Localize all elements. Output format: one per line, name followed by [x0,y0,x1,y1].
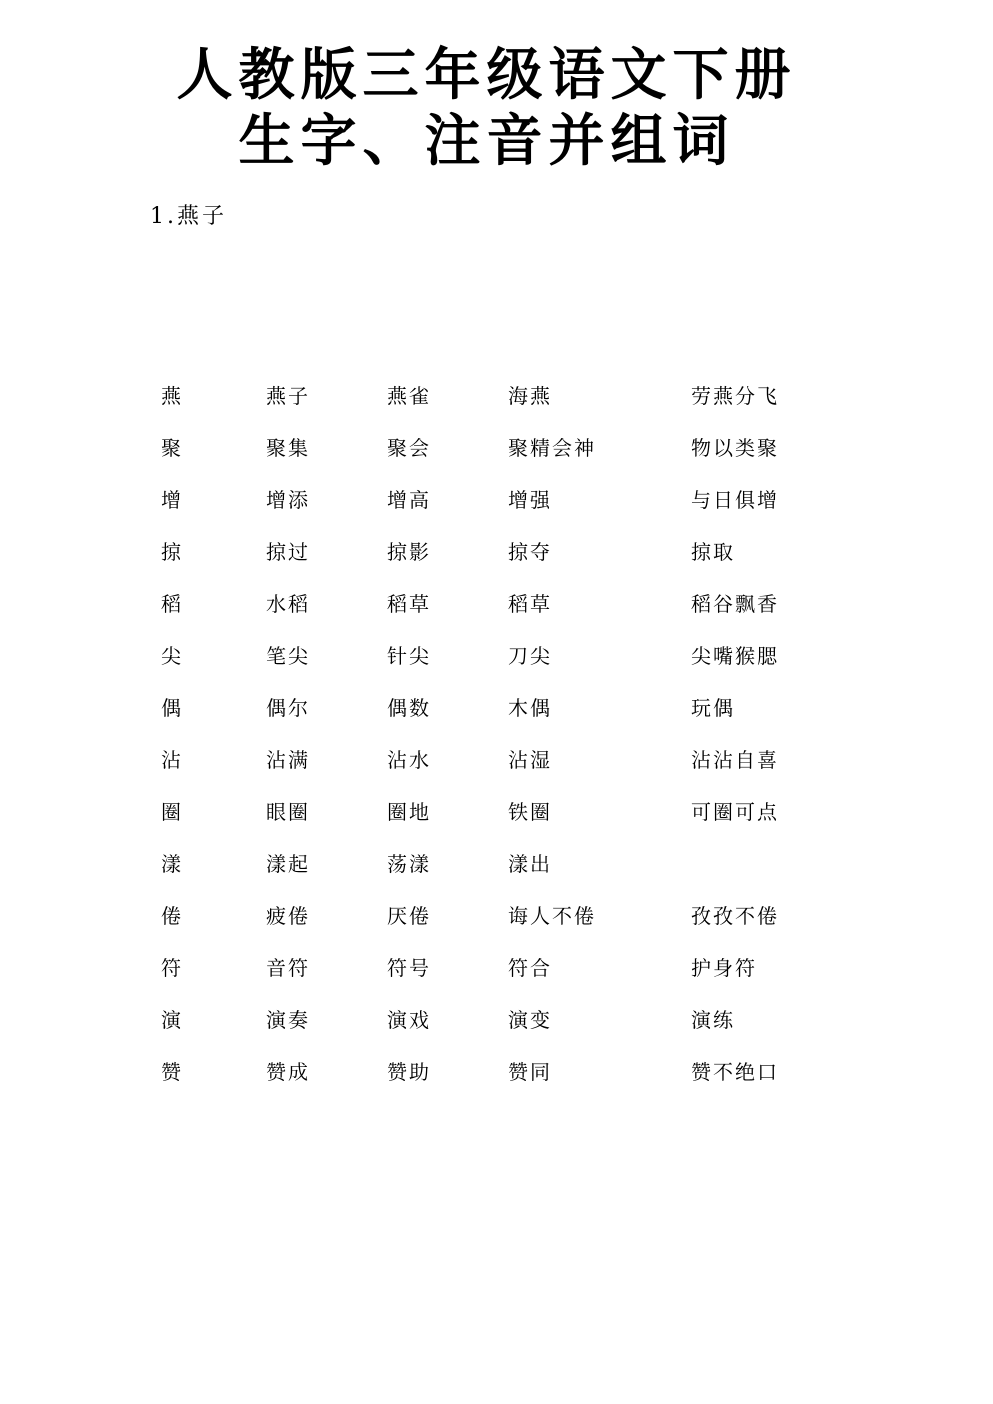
word-1: 掠过 [266,540,310,564]
word-3: 沾湿 [508,748,552,772]
vocabulary-row [0,901,993,931]
vocabulary-row [0,641,993,671]
new-character: 掠 [161,540,183,564]
new-character: 演 [161,1008,183,1032]
word-1: 聚集 [266,436,310,460]
word-2: 赞助 [387,1060,431,1084]
new-character: 圈 [161,800,183,824]
idiom: 尖嘴猴腮 [691,644,779,668]
word-3: 海燕 [508,384,552,408]
word-3: 稻草 [508,592,552,616]
idiom: 物以类聚 [691,436,779,460]
word-3: 演变 [508,1008,552,1032]
new-character: 漾 [161,852,183,876]
idiom: 稻谷飘香 [691,592,779,616]
vocabulary-row [0,693,993,723]
idiom: 演练 [691,1008,735,1032]
idiom: 赞不绝口 [691,1060,779,1084]
new-character: 沾 [161,748,183,772]
word-2: 荡漾 [387,852,431,876]
word-2: 掠影 [387,540,431,564]
idiom: 沾沾自喜 [691,748,779,772]
new-character: 倦 [161,904,183,928]
word-2: 针尖 [387,644,431,668]
vocabulary-row [0,849,993,879]
word-1: 眼圈 [266,800,310,824]
vocabulary-row [0,381,993,411]
new-character: 聚 [161,436,183,460]
word-1: 音符 [266,956,310,980]
idiom: 劳燕分飞 [691,384,779,408]
vocabulary-row [0,485,993,515]
word-3: 木偶 [508,696,552,720]
new-character: 符 [161,956,183,980]
idiom: 护身符 [691,956,757,980]
word-1: 增添 [266,488,310,512]
word-3: 刀尖 [508,644,552,668]
new-character: 偶 [161,696,183,720]
word-3: 漾出 [508,852,552,876]
word-1: 燕子 [266,384,310,408]
vocabulary-row [0,589,993,619]
word-1: 漾起 [266,852,310,876]
word-3: 赞同 [508,1060,552,1084]
word-3: 聚精会神 [508,436,596,460]
word-3: 铁圈 [508,800,552,824]
word-1: 水稻 [266,592,310,616]
word-1: 笔尖 [266,644,310,668]
idiom: 与日俱增 [691,488,779,512]
idiom: 可圈可点 [691,800,779,824]
vocabulary-row [0,537,993,567]
word-1: 偶尔 [266,696,310,720]
idiom: 孜孜不倦 [691,904,779,928]
word-3: 掠夺 [508,540,552,564]
vocabulary-row [0,797,993,827]
word-3: 符合 [508,956,552,980]
new-character: 尖 [161,644,183,668]
vocabulary-row [0,433,993,463]
new-character: 燕 [161,384,183,408]
word-2: 燕雀 [387,384,431,408]
idiom: 玩偶 [691,696,735,720]
document-title-line-2: 生字、注音并组词 [238,109,735,174]
lesson-heading: 1.燕子 [150,204,227,229]
word-2: 沾水 [387,748,431,772]
word-1: 疲倦 [266,904,310,928]
word-1: 沾满 [266,748,310,772]
vocabulary-row [0,1057,993,1087]
word-2: 稻草 [387,592,431,616]
word-2: 演戏 [387,1008,431,1032]
new-character: 增 [161,488,183,512]
word-2: 偶数 [387,696,431,720]
vocabulary-row [0,745,993,775]
word-3: 增强 [508,488,552,512]
new-character: 赞 [161,1060,183,1084]
word-3: 诲人不倦 [508,904,596,928]
word-2: 增高 [387,488,431,512]
vocabulary-row [0,953,993,983]
word-1: 赞成 [266,1060,310,1084]
document-title-line-1: 人教版三年级语文下册 [176,43,797,108]
word-2: 厌倦 [387,904,431,928]
word-1: 演奏 [266,1008,310,1032]
idiom: 掠取 [691,540,735,564]
vocabulary-row [0,1005,993,1035]
word-2: 符号 [387,956,431,980]
word-2: 聚会 [387,436,431,460]
new-character: 稻 [161,592,183,616]
word-2: 圈地 [387,800,431,824]
